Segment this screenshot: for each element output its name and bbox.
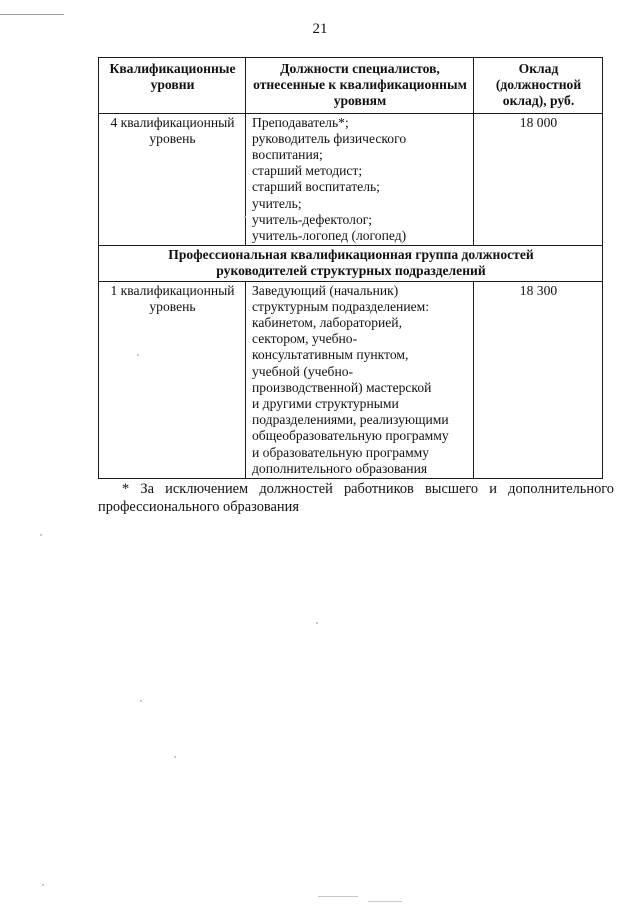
position-item: и образовательную программу [252, 444, 430, 460]
level-label: 4 квалификационный уровень [110, 114, 235, 146]
header-positions [246, 58, 474, 114]
scan-artifact-dot [40, 534, 42, 536]
scan-artifact-dot [137, 354, 139, 356]
position-item: старший методист; [252, 163, 363, 179]
header-qualification-levels-text: Квалификационные уровни [109, 61, 236, 93]
position-item: подразделениями, реализующими [252, 412, 449, 428]
scan-artifact-dot [42, 884, 44, 886]
group-title-row [99, 246, 603, 281]
scan-artifact-dot [140, 700, 142, 702]
salary-value: 18 300 [519, 282, 558, 298]
header-salary [474, 58, 603, 114]
position-item: дополнительного образования [252, 460, 428, 476]
positions-cell [246, 113, 474, 246]
scan-artifact-dot [316, 622, 318, 624]
level-cell [99, 281, 246, 478]
position-item: и другими структурными [252, 396, 399, 412]
table-row-level-4 [99, 113, 603, 246]
position-item: Заведующий (начальник) [252, 282, 399, 298]
qualification-table [98, 57, 603, 479]
table-row-level-1 [99, 281, 603, 478]
position-item: структурным подразделением: [252, 298, 430, 314]
scan-artifact-line [0, 14, 64, 15]
level-cell [99, 113, 246, 246]
page-number: 21 [312, 21, 328, 37]
scan-artifact-line [368, 901, 402, 902]
salary-cell [474, 113, 603, 246]
salary-cell [474, 281, 603, 478]
scan-artifact-dot [174, 756, 176, 758]
header-salary-text: Оклад (должностной оклад), руб. [495, 61, 582, 109]
position-item: учитель-дефектолог; [252, 211, 373, 227]
salary-value: 18 000 [519, 114, 558, 130]
group-title-line-2: руководителей структурных подразделений [216, 263, 486, 279]
position-item: учебной (учебно- [252, 363, 354, 379]
scan-artifact-dot [244, 216, 246, 218]
header-qualification-levels [99, 58, 246, 114]
header-positions-text: Должности специалистов, отнесенные к квалификационным уровням [253, 61, 467, 109]
position-item: учитель-логопед (логопед) [252, 228, 407, 244]
position-item: руководитель физического [252, 130, 407, 146]
scan-artifact-line [318, 896, 358, 897]
group-title-cell [99, 246, 603, 281]
position-item: производственной) мастерской [252, 379, 432, 395]
level-label: 1 квалификационный уровень [110, 282, 235, 314]
position-item: учитель; [252, 195, 302, 211]
position-item: общеобразовательную программу [252, 428, 449, 444]
position-item: кабинетом, лабораторией, [252, 315, 402, 331]
group-title-line-1: Профессиональная квалификационная группа должностей [168, 247, 534, 263]
position-item: старший воспитатель; [252, 179, 380, 195]
position-item: воспитания; [252, 147, 323, 163]
positions-cell [246, 281, 474, 478]
table-header-row [99, 58, 603, 114]
position-item: Преподаватель*; [252, 114, 349, 130]
position-item: сектором, учебно- [252, 331, 358, 347]
position-item: консультативным пунктом, [252, 347, 409, 363]
footnote: * За исключением должностей работников высшего и дополнительного профессионального образования [98, 481, 614, 515]
